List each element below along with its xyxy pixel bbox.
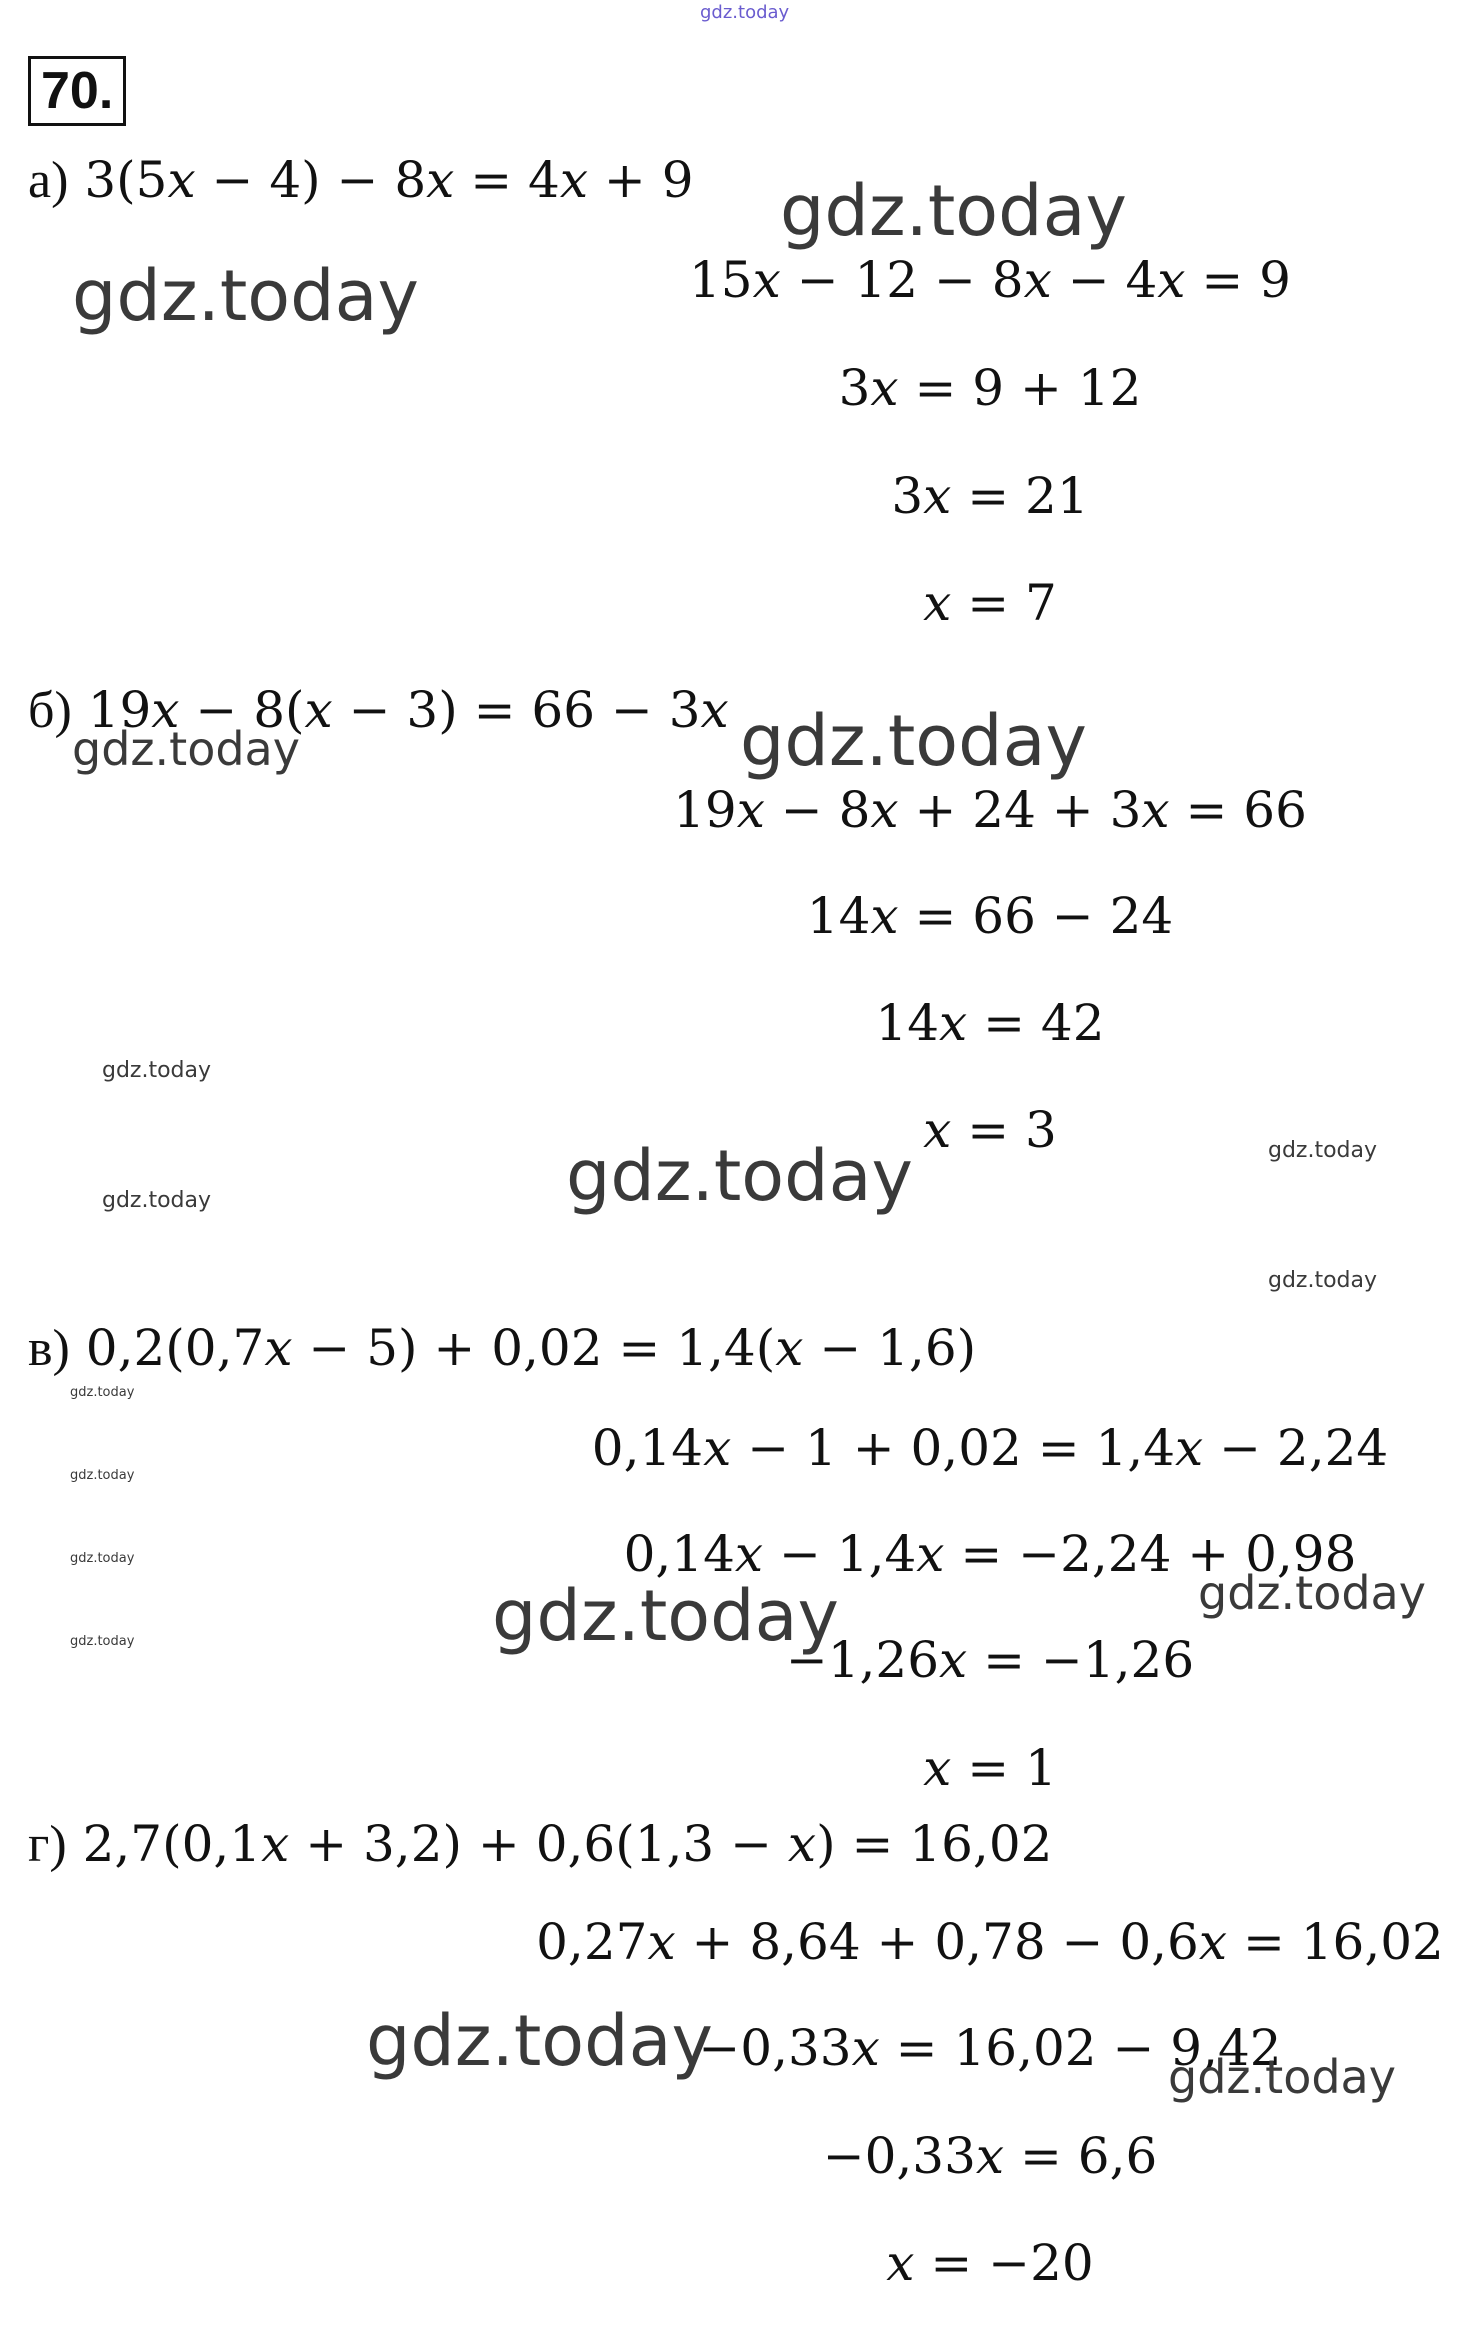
watermark: gdz.today — [70, 1551, 135, 1566]
watermark: gdz.today — [1268, 1268, 1378, 1293]
watermark: gdz.today — [1168, 2050, 1396, 2104]
watermark: gdz.today — [70, 1468, 135, 1483]
part-c-problem — [28, 1318, 976, 1379]
top-watermark: gdz.today — [700, 2, 790, 23]
watermark: gdz.today — [1198, 1566, 1426, 1620]
part-a-problem — [28, 150, 694, 211]
part-d-problem — [28, 1814, 1052, 1875]
part-d-equation: 2,7(0,1𝑥 + 3,2) + 0,6(1,3 − 𝑥) = 16,02 — [82, 1815, 1053, 1873]
watermark: gdz.today — [72, 722, 300, 776]
watermark: gdz.today — [102, 1188, 212, 1213]
part-b-step-4: 𝑥 = 3 — [923, 1101, 1057, 1159]
part-a-step-2: 3𝑥 = 9 + 12 — [838, 359, 1142, 417]
part-c-step-2: 0,14𝑥 − 1,4𝑥 = −2,24 + 0,98 — [623, 1525, 1357, 1583]
part-a-step-4: 𝑥 = 7 — [923, 574, 1057, 632]
part-a-equation: 3(5𝑥 − 4) − 8𝑥 = 4𝑥 + 9 — [84, 151, 694, 209]
part-d-label: г) — [28, 1816, 67, 1873]
part-d-step-1: 0,27𝑥 + 8,64 + 0,78 − 0,6𝑥 = 16,02 — [536, 1913, 1444, 1971]
watermark: gdz.today — [366, 2000, 713, 2082]
part-d-step-4: 𝑥 = −20 — [886, 2234, 1094, 2292]
watermark: gdz.today — [102, 1058, 212, 1083]
watermark: gdz.today — [566, 1135, 913, 1217]
part-c-step-1: 0,14𝑥 − 1 + 0,02 = 1,4𝑥 − 2,24 — [591, 1419, 1389, 1477]
watermark: gdz.today — [1268, 1138, 1378, 1163]
part-d-step-2: −0,33𝑥 = 16,02 − 9,42 — [698, 2019, 1282, 2077]
part-c-step-4: 𝑥 = 1 — [923, 1739, 1057, 1797]
part-c-step-3: −1,26𝑥 = −1,26 — [785, 1631, 1195, 1689]
part-d-step-3: −0,33𝑥 = 6,6 — [822, 2127, 1158, 2185]
watermark: gdz.today — [492, 1575, 839, 1657]
watermark: gdz.today — [780, 170, 1127, 252]
part-b-label: б) — [28, 682, 72, 739]
part-a-step-3: 3𝑥 = 21 — [891, 467, 1089, 525]
part-a-label: а) — [28, 152, 69, 209]
part-b-step-3: 14𝑥 = 42 — [875, 994, 1105, 1052]
watermark: gdz.today — [70, 1634, 135, 1649]
part-c-equation: 0,2(0,7𝑥 − 5) + 0,02 = 1,4(𝑥 − 1,6) — [85, 1319, 977, 1377]
part-a-step-1: 15𝑥 − 12 − 8𝑥 − 4𝑥 = 9 — [688, 251, 1291, 309]
watermark: gdz.today — [70, 1385, 135, 1400]
part-b-equation: 19𝑥 − 8(𝑥 − 3) = 66 − 3𝑥 — [87, 681, 729, 739]
watermark: gdz.today — [72, 255, 419, 337]
part-c-label: в) — [28, 1320, 70, 1377]
part-b-step-1: 19𝑥 − 8𝑥 + 24 + 3𝑥 = 66 — [673, 781, 1307, 839]
problem-number: 70. — [28, 56, 126, 126]
part-b-step-2: 14𝑥 = 66 − 24 — [806, 887, 1174, 945]
watermark: gdz.today — [740, 700, 1087, 782]
